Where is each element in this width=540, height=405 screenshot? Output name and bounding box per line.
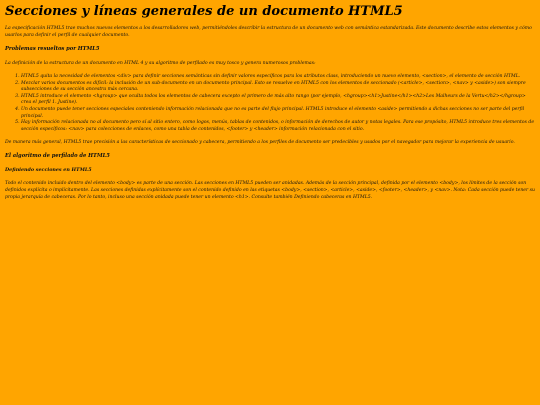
list-item: 5. Hay información relacionada no al documento pero sí al sitio entero, como logos, menús, tablas de contenidos, o información de derechos de autor y notas legales. Para ese propósito, HTML5 introduce tres elementos de sección específicos: <nav> para colecciones de enlaces, como una tabla de contenidos, <footer> y <header> información relacionada con el sitio.	[21, 120, 535, 133]
summary-paragraph: De manera más general, HTML5 trae precisión a las características de seccionado y cabecera, permitiendo a los perfiles de documento ser predecibles y usados por el navegador para mejorar la experiencia de usuario.	[5, 140, 515, 146]
intro-paragraph: La especificación HTML5 trae muchos nuevos elementos a los desarrolladores web, permitiéndoles describir la estructura de un documento web con semántica estandarizada. Este documento describe estos elementos y cómo usarlos para definir el perfil de cualquier documento.	[5, 26, 532, 38]
problems-intro: La definición de la estructura de un documento en HTML 4 y su algoritmo de perfilado es muy tosco y genera numerosos problemas:	[5, 61, 316, 66]
sections-heading: Definiendo secciones en HTML5	[5, 167, 92, 174]
page-title: Secciones y líneas generales de un documento HTML5	[5, 4, 403, 19]
problems-heading: Problemas resueltos por HTML5	[5, 46, 100, 52]
list-item: 4. Un documento puede tener secciones especiales conteniendo información relacionada que no es parte del flujo principal. HTML5 introduce el elemento <aside> permitiendo a dichas secciones no ser parte del perfil principal.	[21, 107, 535, 120]
list-item: 2. Mezclar varios documentos es difícil: la inclusión de un sub-documento en un documento principal. Esto se resuelve en HTML5 con los elementos de seccionado (<article>, <section>, <nav> y <aside>) son siempre subsecciones de su sección ancestra más cercana.	[21, 81, 535, 94]
document-page	[0, 0, 540, 201]
list-item: 1. HTML5 quita la necesidad de elementos <div> para definir secciones semánticas sin definir valores específicos para los atributos class, introduciendo un nuevo elemento, <section>, el elemento de sección HTML.	[21, 74, 535, 81]
algorithm-heading: El algoritmo de perfilado de HTML5	[5, 153, 110, 160]
list-item: 3. HTML5 introduce el elemento <hgroup> que oculta todos los elementos de cabecera excepto el primero de más alto rango (por ejemplo, <hgroup><h1>Justine</h1><h2>Les Malheurs de la Vertu</h2></hgroup> crea el perfil 1. Justine).	[21, 94, 535, 107]
problems-list	[5, 74, 535, 133]
sections-paragraph: Todo el contenido incluido dentro del elemento <body> es parte de una sección. Las secciones en HTML5 pueden ser anidadas. Además de la sección principal, definida por el elemento <body>, los límites de la sección son definidos explícita o implícitamente. Las secciones definidas explícitamente son el contenido definido en las etiquetas <body>, <section>, <article>, <aside>, <footer>, <header>, y <nav>. Nota: Cada sección puede tener su propia jerarquía de cabeceras. Por lo tanto, incluso una sección anidada puede tener un elemento <h1>. Consulte también Definiendo cabeceras en HTML5.	[5, 181, 535, 201]
